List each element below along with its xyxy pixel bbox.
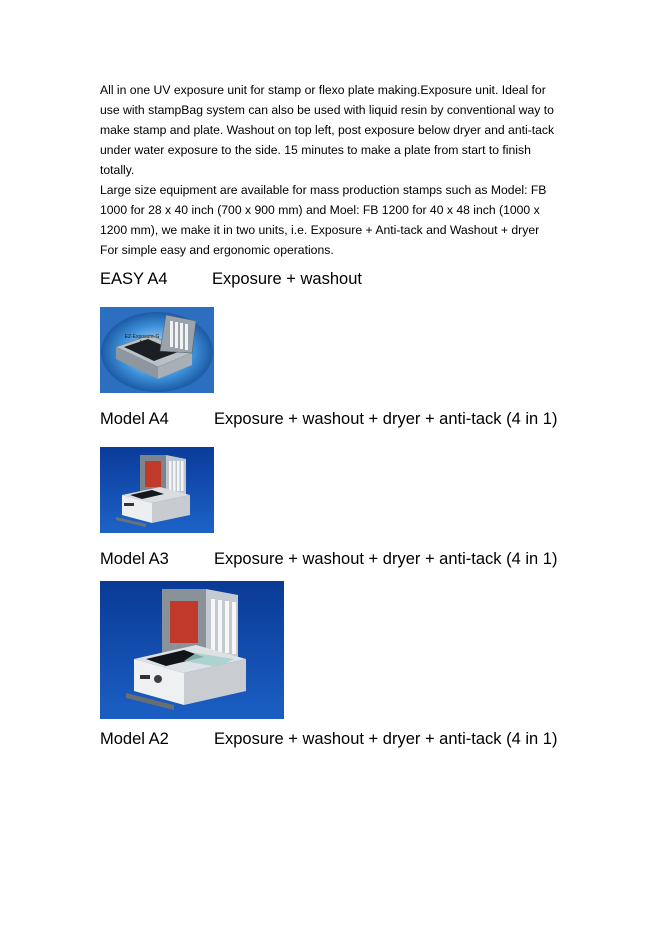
- model-name: Model A2: [100, 730, 169, 748]
- model-description: Exposure + washout + dryer + anti-tack (4 in 1): [214, 410, 558, 428]
- intro-line: Large size equipment are available for mass production stamps such as Model: FB: [100, 183, 547, 197]
- intro-line: use with stampBag system can also be used with liquid resin by conventional way to: [100, 103, 554, 117]
- intro-line: under water exposure to the side. 15 minutes to make a plate from start to finish: [100, 143, 531, 157]
- model-heading-easy-a4: [100, 270, 362, 289]
- model-a4-machine-image: [100, 447, 214, 533]
- intro-paragraph: [100, 80, 570, 260]
- model-a4-photo: [100, 447, 214, 533]
- easy-a4-photo: [100, 307, 214, 393]
- intro-line: All in one UV exposure unit for stamp or flexo plate making.Exposure unit. Ideal for: [100, 83, 546, 97]
- model-description: Exposure + washout: [212, 270, 362, 288]
- easy-a4-machine-image: [100, 307, 214, 393]
- intro-line: For simple easy and ergonomic operations.: [100, 243, 334, 257]
- easy-a4-photo-caption: EZ-Exposure-G A4: [124, 334, 160, 346]
- model-heading-a4: [100, 410, 558, 429]
- model-name: Model A3: [100, 550, 169, 568]
- intro-line: 1200 mm), we make it in two units, i.e. Exposure + Anti-tack and Washout + dryer: [100, 223, 540, 237]
- intro-line: 1000 for 28 x 40 inch (700 x 900 mm) and Moel: FB 1200 for 40 x 48 inch (1000 x: [100, 203, 540, 217]
- model-a3-photo: [100, 581, 284, 719]
- model-heading-a3: [100, 550, 558, 569]
- model-heading-a2: [100, 730, 558, 749]
- model-description: Exposure + washout + dryer + anti-tack (4 in 1): [214, 550, 558, 568]
- intro-line: totally.: [100, 163, 135, 177]
- model-name: Model A4: [100, 410, 169, 428]
- intro-line: make stamp and plate. Washout on top left, post exposure below dryer and anti-tack: [100, 123, 555, 137]
- model-description: Exposure + washout + dryer + anti-tack (4 in 1): [214, 730, 558, 748]
- model-a3-machine-image: [100, 581, 284, 719]
- model-name: EASY A4: [100, 270, 168, 288]
